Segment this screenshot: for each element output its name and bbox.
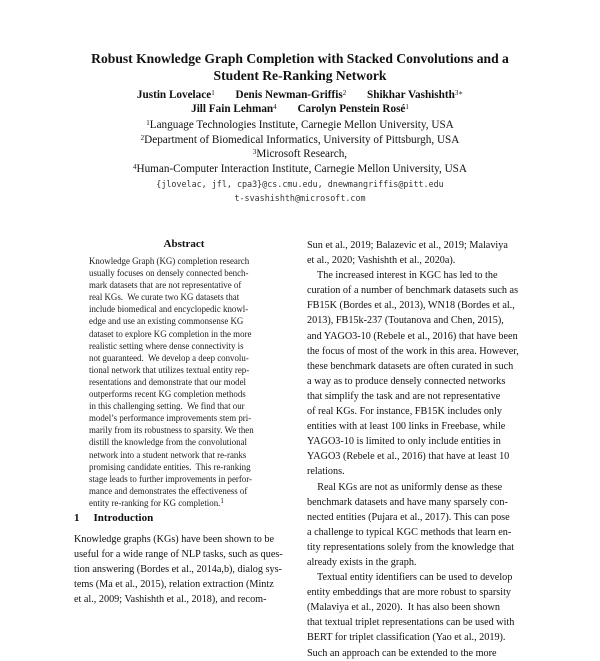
text-line: not guaranteed. We develop a deep convolu- (89, 352, 249, 363)
text-line: distill the knowledge from the convolutional (89, 437, 247, 448)
email-line: t-svashishth@microsoft.com (234, 193, 366, 203)
abstract-body (89, 252, 273, 509)
text-line: in this challenging setting. We find that our (89, 401, 245, 412)
text-line: that textual triplet representations can be used with (307, 617, 515, 629)
title-line: Student Re-Ranking Network (213, 68, 387, 83)
affiliation: $^4$Human-Computer Interaction Institute, Carnegie Mellon University, USA (133, 162, 467, 175)
author-name: Denis Newman-Griffis (235, 89, 343, 101)
right-column-body (307, 238, 529, 661)
text-line: usually focuses on densely connected bench- (89, 268, 249, 279)
text-line: entities with at least 100 links in Freebase, while (307, 421, 506, 433)
author-mark: 2 (342, 89, 347, 97)
email-list (60, 177, 540, 205)
text-line: edge and use an existing commonsense KG (89, 316, 244, 327)
affiliation: $^3$Microsoft Research, (252, 148, 348, 160)
text-line: mark datasets that are not representative of (89, 280, 242, 291)
text-line: realistic setting where dense connectivity is (89, 340, 244, 351)
text-line: curation of a number of benchmark datasets such as (307, 285, 519, 297)
text-line: tion answering (Bordes et al., 2014a,b), dialog sys- (74, 563, 282, 575)
affiliation-list (60, 118, 540, 176)
abstract-heading: Abstract (163, 238, 205, 250)
text-line: tity representations solely from the knowledge that (307, 541, 515, 553)
text-line: of real KGs. For instance, FB15K includes only (307, 406, 502, 418)
affiliation-mark: 3 (252, 148, 257, 156)
email-line: {jlovelac, jfl, cpa3}@cs.cmu.edu, dnewmangriffis@pitt.edu (156, 179, 444, 189)
section-heading (74, 512, 153, 524)
text-line: entity re-ranking for KG completion.$^1$ (89, 496, 224, 508)
text-line: network into a student network that re-ranks (89, 449, 247, 460)
affiliation-mark: 4 (133, 162, 137, 171)
text-line: that simplify the task and are not representative (307, 390, 501, 402)
title-line: Robust Knowledge Graph Completion with Stacked Convolutions and a (91, 51, 509, 66)
affiliation: $^1$Language Technologies Institute, Carnegie Mellon University, USA (146, 119, 454, 131)
text-line: these benchmark datasets are often curated in such (307, 360, 514, 372)
author-name: Carolyn Penstein Rosé (297, 103, 406, 115)
text-line: a way as to produce densely connected networks (307, 375, 506, 387)
text-line: already exists in the graph. (307, 556, 417, 568)
section-title: Introduction (93, 512, 154, 524)
text-line: 2013), FB15k-237 (Toutanova and Chen, 2015), (307, 315, 504, 327)
text-line: resentations and demonstrate that our model (89, 376, 246, 387)
text-line: BERT for triplet classification (Yao et al., 2019). (307, 632, 506, 644)
affiliation-mark: 2 (140, 133, 145, 142)
text-line: Such an approach can be extended to the more (307, 647, 497, 659)
text-line: nected entities (Pujara et al., 2017). This can pose (307, 511, 510, 523)
text-line: real KGs. We curate two KG datasets that (89, 292, 240, 303)
text-line: YAGO3 (Rebele et al., 2016) that have at least 10 (307, 451, 510, 463)
author-name: Shikhar Vashishth (367, 89, 455, 101)
text-line: include biomedical and encyclopedic knowl- (89, 304, 249, 315)
text-line: YAGO3-10 is limited to only include entities in (307, 436, 501, 448)
affiliation: $^2$Department of Biomedical Informatics, University of Pittsburgh, USA (140, 133, 460, 146)
text-line: a challenge to typical KGC methods that learn en- (307, 526, 512, 538)
text-line: Real KGs are not as uniformly dense as these (307, 481, 503, 493)
author-list (60, 88, 540, 116)
intro-body (74, 533, 296, 608)
text-line: relations. (307, 466, 345, 478)
text-line: The increased interest in KGC has led to the (307, 270, 498, 282)
text-line: promising candidate entities. This re-ranking (89, 461, 251, 472)
text-line: useful for a wide range of NLP tasks, such as ques- (74, 548, 283, 560)
author-name: Justin Lovelace (136, 89, 212, 101)
text-line: and YAGO3-10 (Rebele et al., 2016) that have been (307, 330, 518, 342)
text-line: tional network that utilizes textual entity rep- (89, 364, 250, 375)
author-name: Jill Fain Lehman (191, 103, 274, 115)
text-line: dataset to explore KG completion in the more (89, 328, 252, 339)
text-line: entity embeddings that are more robust to sparsity (307, 587, 511, 599)
paper-title (60, 50, 540, 84)
text-line: Sun et al., 2019; Balazevic et al., 2019; Malaviya (307, 240, 508, 251)
author-mark: 4 (273, 103, 277, 111)
text-line: model’s performance improvements stem pri- (89, 413, 252, 424)
section-number: 1 (74, 512, 80, 524)
text-line: marily from its robustness to sparsity. We then (89, 425, 254, 436)
text-line: Textual entity identifiers can be used to develop (307, 572, 513, 584)
text-line: mance and demonstrates the effectiveness of (89, 485, 248, 496)
text-line: (Malaviya et al., 2020). It has also been shown (307, 602, 500, 614)
text-line: stage leads to further improvements in perfor- (89, 473, 252, 484)
text-line: the focus of most of the work in this area. However, (307, 345, 519, 357)
text-line: outperforms recent KG completion methods (89, 389, 246, 400)
text-line: Knowledge Graph (KG) completion research (89, 256, 250, 266)
text-line: benchmark datasets and have many sparsely con- (307, 496, 508, 508)
text-line: et al., 2020; Vashishth et al., 2020a). (307, 255, 456, 267)
footnote-mark: 1 (220, 496, 224, 505)
affiliation-mark: 1 (146, 119, 150, 127)
text-line: FB15K (Bordes et al., 2013), WN18 (Bordes et al., (307, 300, 515, 312)
author-mark: 1 (211, 89, 215, 97)
text-line: Knowledge graphs (KGs) have been shown to be (74, 534, 275, 545)
author-mark: 1 (405, 103, 409, 111)
text-line: et al., 2009; Vashishth et al., 2018), and recom- (74, 593, 267, 605)
text-line: tems (Ma et al., 2015), relation extraction (Mintz (74, 578, 274, 590)
author-mark: 3∗ (454, 89, 464, 97)
